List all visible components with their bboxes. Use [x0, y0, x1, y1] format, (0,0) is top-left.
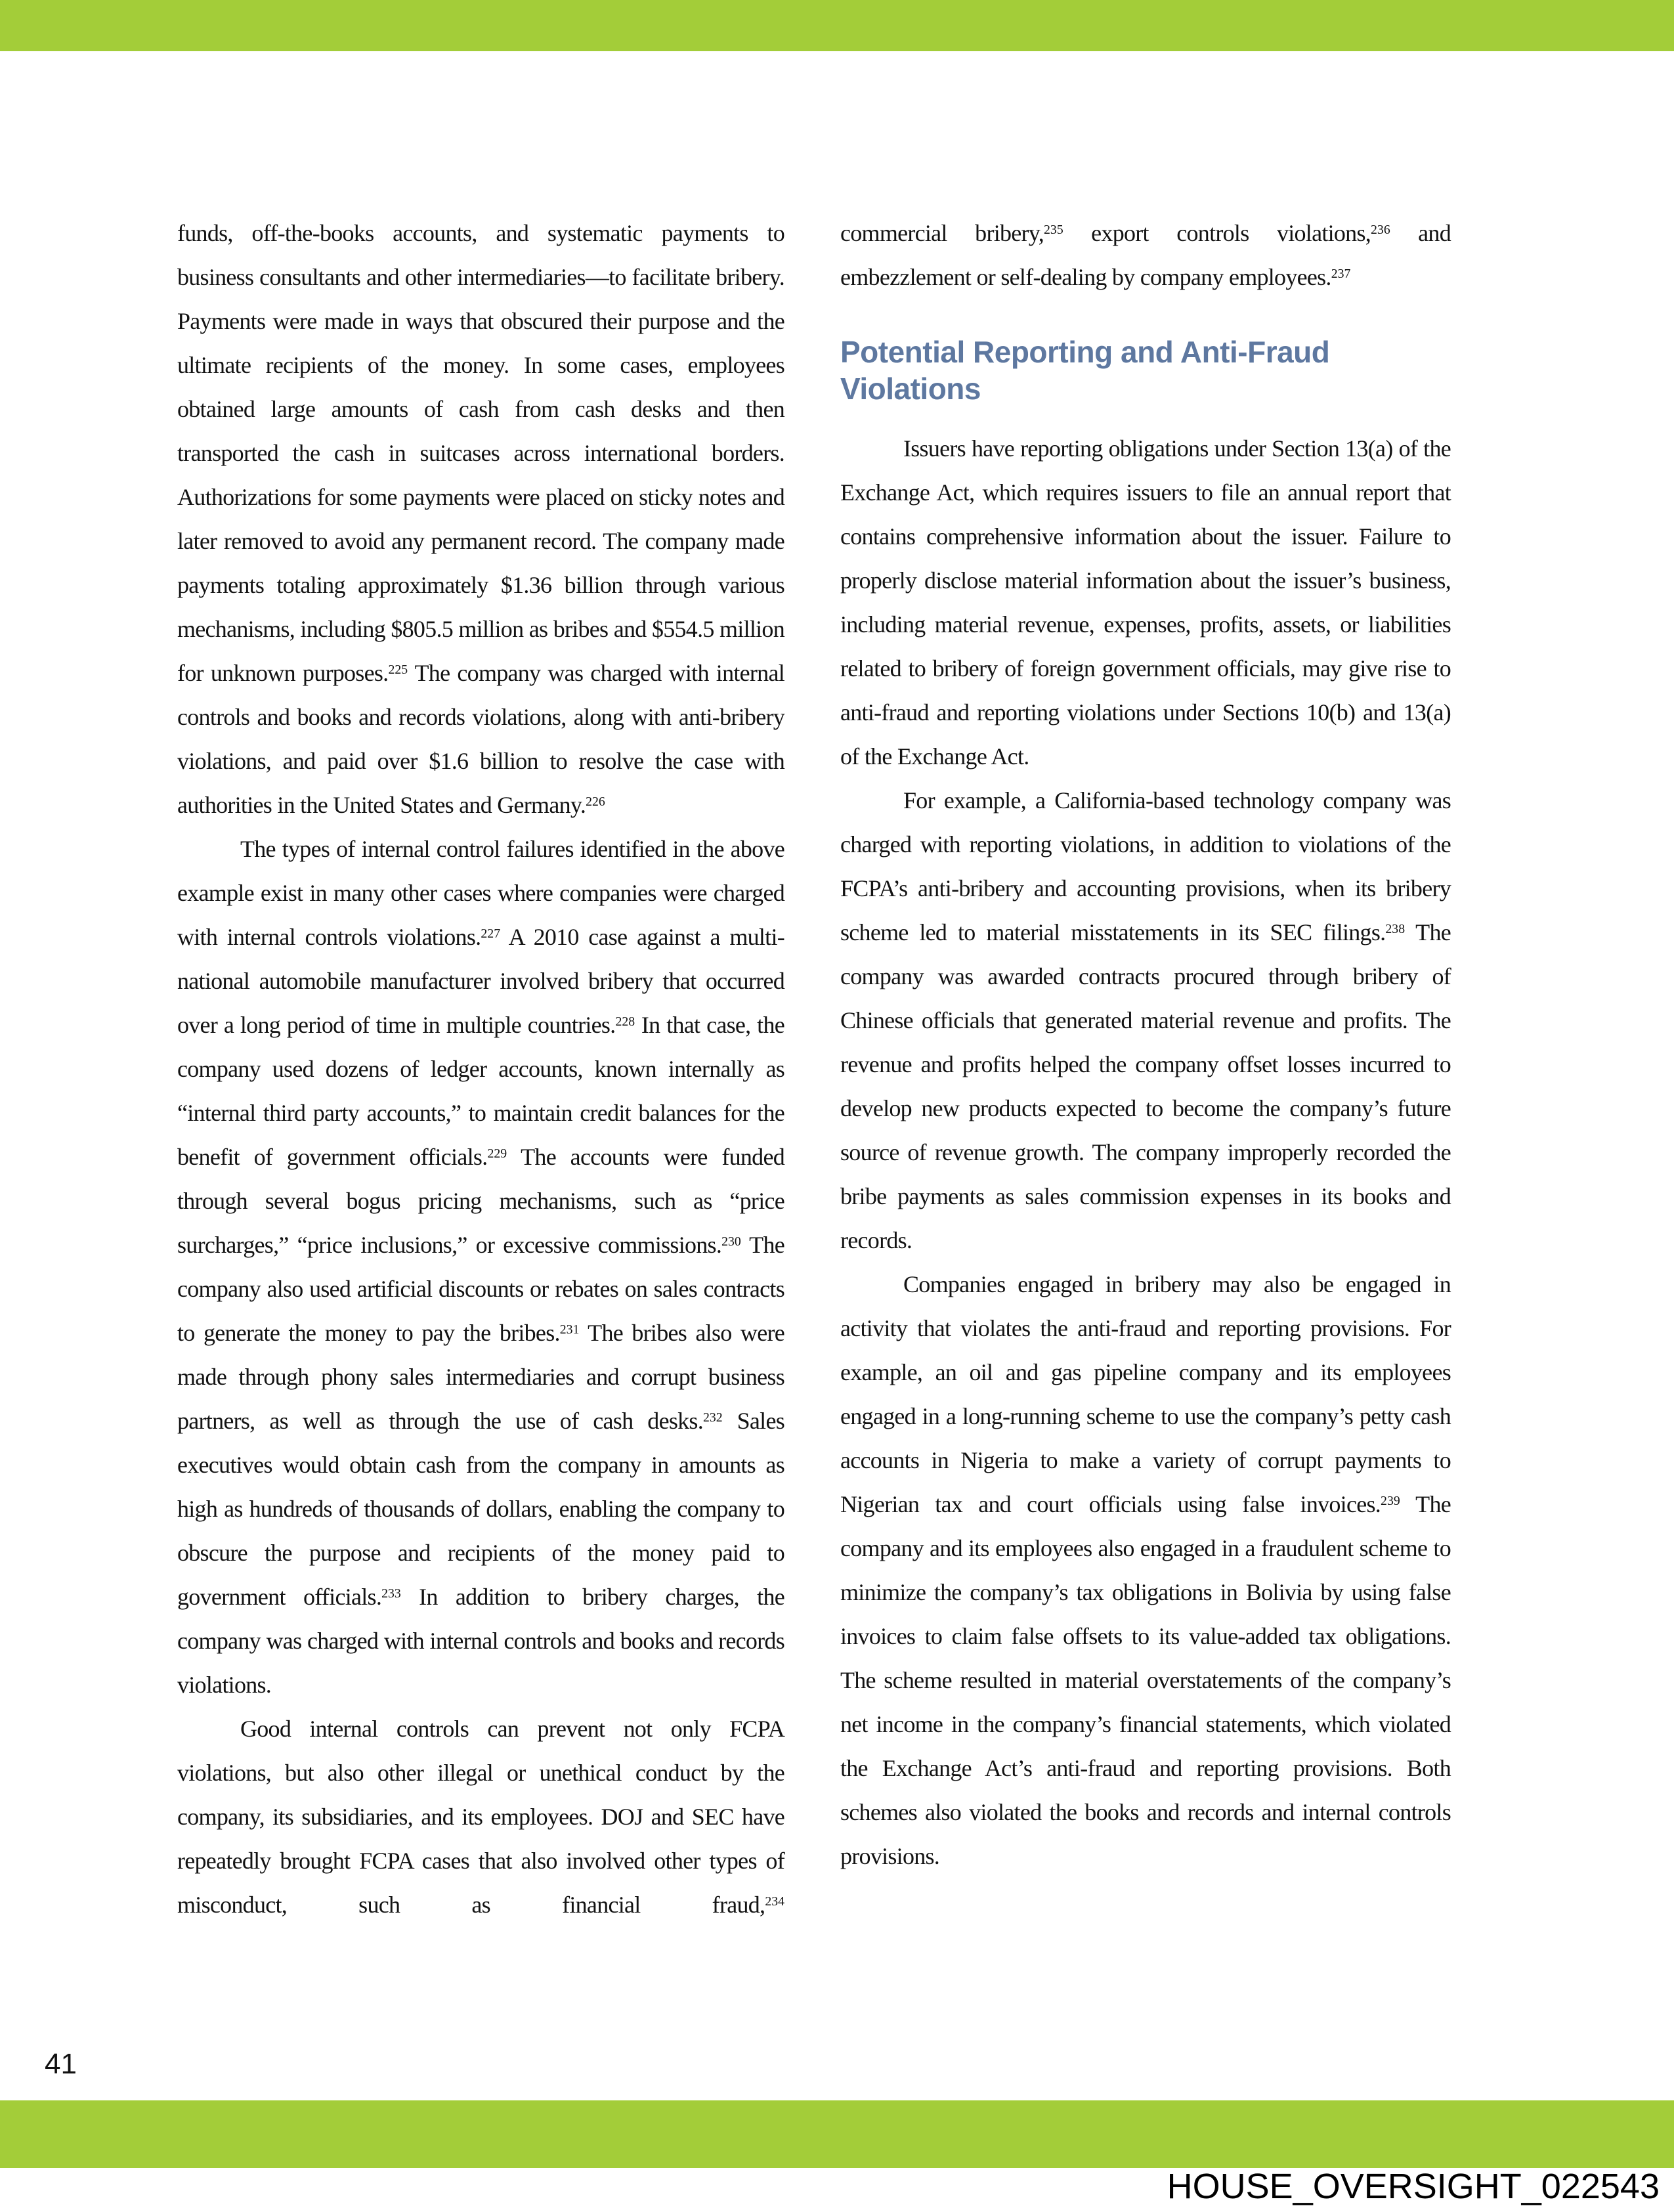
footnote-reference: 239 [1381, 1494, 1400, 1509]
footnote-reference: 237 [1331, 267, 1351, 282]
body-paragraph: commercial bribery,$^{235}$ export controls violations,$^{236}$ and embezzlement or self-dealing by company employees.$^{237}$ [840, 220, 1451, 290]
footnote-reference: 228 [615, 1014, 635, 1030]
bottom-green-bar [0, 2100, 1674, 2168]
body-paragraph: The types of internal control failures identified in the above example exist in many other cases where companies were charged with internal controls violations.$^{227}$ A 2010 case against a multi-national automobile manufacturer involved bribery that occurred over a long period of time in multiple countries.$^{228}$ In that case, the company used dozens of ledger accounts, known internally as “internal third party accounts,” to maintain credit balances for the benefit of government officials.$^{229}$ The accounts were funded through several bogus pricing mechanisms, such as “price surcharges,” “price inclusions,” or excessive commissions.$^{230}$ The company also used artificial discounts or rebates on sales contracts to generate the money to pay the bribes.$^{231}$ The bribes also were made through phony sales intermediaries and corrupt business partners, as well as through the use of cash desks.$^{232}$ Sales executives would obtain cash from the company in amounts as high as hundreds of thousands of dollars, enabling the company to obscure the purpose and recipients of the money paid to government officials.$^{233}$ In addition to bribery charges, the company was charged with internal controls and books and records violations. [177, 836, 785, 1698]
section-heading: Potential Reporting and Anti-Fraud Violations [840, 335, 1330, 406]
body-paragraph: For example, a California-based technology company was charged with reporting violations, in addition to violations of the FCPA’s anti-bribery and accounting provisions, when its bribery scheme led to material misstatements in its SEC filings.$^{238}$ The company was awarded contracts procured through bribery of Chinese officials that generated material revenue and profits. The revenue and profits helped the company offset losses incurred to develop new products expected to become the company’s future source of revenue growth. The company improperly recorded the bribe payments as sales commission expenses in its books and records. [840, 787, 1451, 1253]
footnote-reference: 234 [765, 1894, 784, 1909]
footnote-reference: 225 [388, 662, 408, 678]
body-paragraph: Companies engaged in bribery may also be engaged in activity that violates the anti-fraud and reporting provisions. For example, an oil and gas pipeline company and its employees engaged in a long-running scheme to use the company’s petty cash accounts in Nigeria to make a variety of corrupt payments to Nigerian tax and court officials using false invoices.$^{239}$ The company and its employees also engaged in a fraudulent scheme to minimize the company’s tax obligations in Bolivia by using false invoices to claim false offsets to its value-added tax obligations. The scheme resulted in material overstatements of the company’s net income in the company’s financial statements, which violated the Exchange Act’s anti-fraud and reporting provisions. Both schemes also violated the books and records and internal controls provisions. [840, 1271, 1451, 1869]
body-paragraph: Issuers have reporting obligations under Section 13(a) of the Exchange Act, which requires issuers to file an annual report that contains comprehensive information about the issuer. Failure to properly disclose material information about the issuer’s business, including material revenue, expenses, profits, assets, or liabilities related to bribery of foreign government officials, may give rise to anti-fraud and reporting violations under Sections 10(b) and 13(a) of the Exchange Act. [840, 435, 1451, 770]
left-column [177, 211, 784, 1927]
body-paragraph: funds, off-the-books accounts, and systematic payments to business consultants and other intermediaries—to facilitate bribery. Payments were made in ways that obscured their purpose and the ultimate recipients of the money. In some cases, employees obtained large amounts of cash from cash desks and then transported the cash in suitcases across international borders. Authorizations for some payments were placed on sticky notes and later removed to avoid any permanent record. The company made payments totaling approximately $1.36 billion through various mechanisms, including $805.5 million as bribes and $554.5 million for unknown purposes.$^{225}$ The company was charged with internal controls and books and records violations, along with anti-bribery violations, and paid over $1.6 billion to resolve the case with authorities in the United States and Germany.$^{226}$ [177, 220, 784, 818]
footnote-reference: 235 [1044, 223, 1063, 238]
page-number: 41 [45, 2048, 77, 2080]
footnote-reference: 233 [381, 1586, 401, 1601]
footnote-reference: 232 [703, 1410, 723, 1425]
right-column [840, 211, 1451, 1878]
footnote-reference: 227 [481, 926, 501, 942]
footnote-reference: 230 [721, 1234, 741, 1249]
footnote-reference: 236 [1371, 223, 1390, 238]
footnote-reference: 226 [586, 794, 605, 810]
top-green-bar [0, 0, 1674, 51]
footnote-reference: 229 [487, 1146, 507, 1161]
bates-stamp: HOUSE_OVERSIGHT_022543 [1167, 2167, 1660, 2206]
body-paragraph: Good internal controls can prevent not only FCPA violations, but also other illegal or unethical conduct by the company, its subsidiaries, and its employees. DOJ and SEC have repeatedly brought FCPA cases that also involved other types of misconduct, such as financial fraud,$^{234}$ [177, 1716, 784, 1918]
footnote-reference: 231 [559, 1322, 580, 1337]
footnote-reference: 238 [1385, 922, 1406, 937]
